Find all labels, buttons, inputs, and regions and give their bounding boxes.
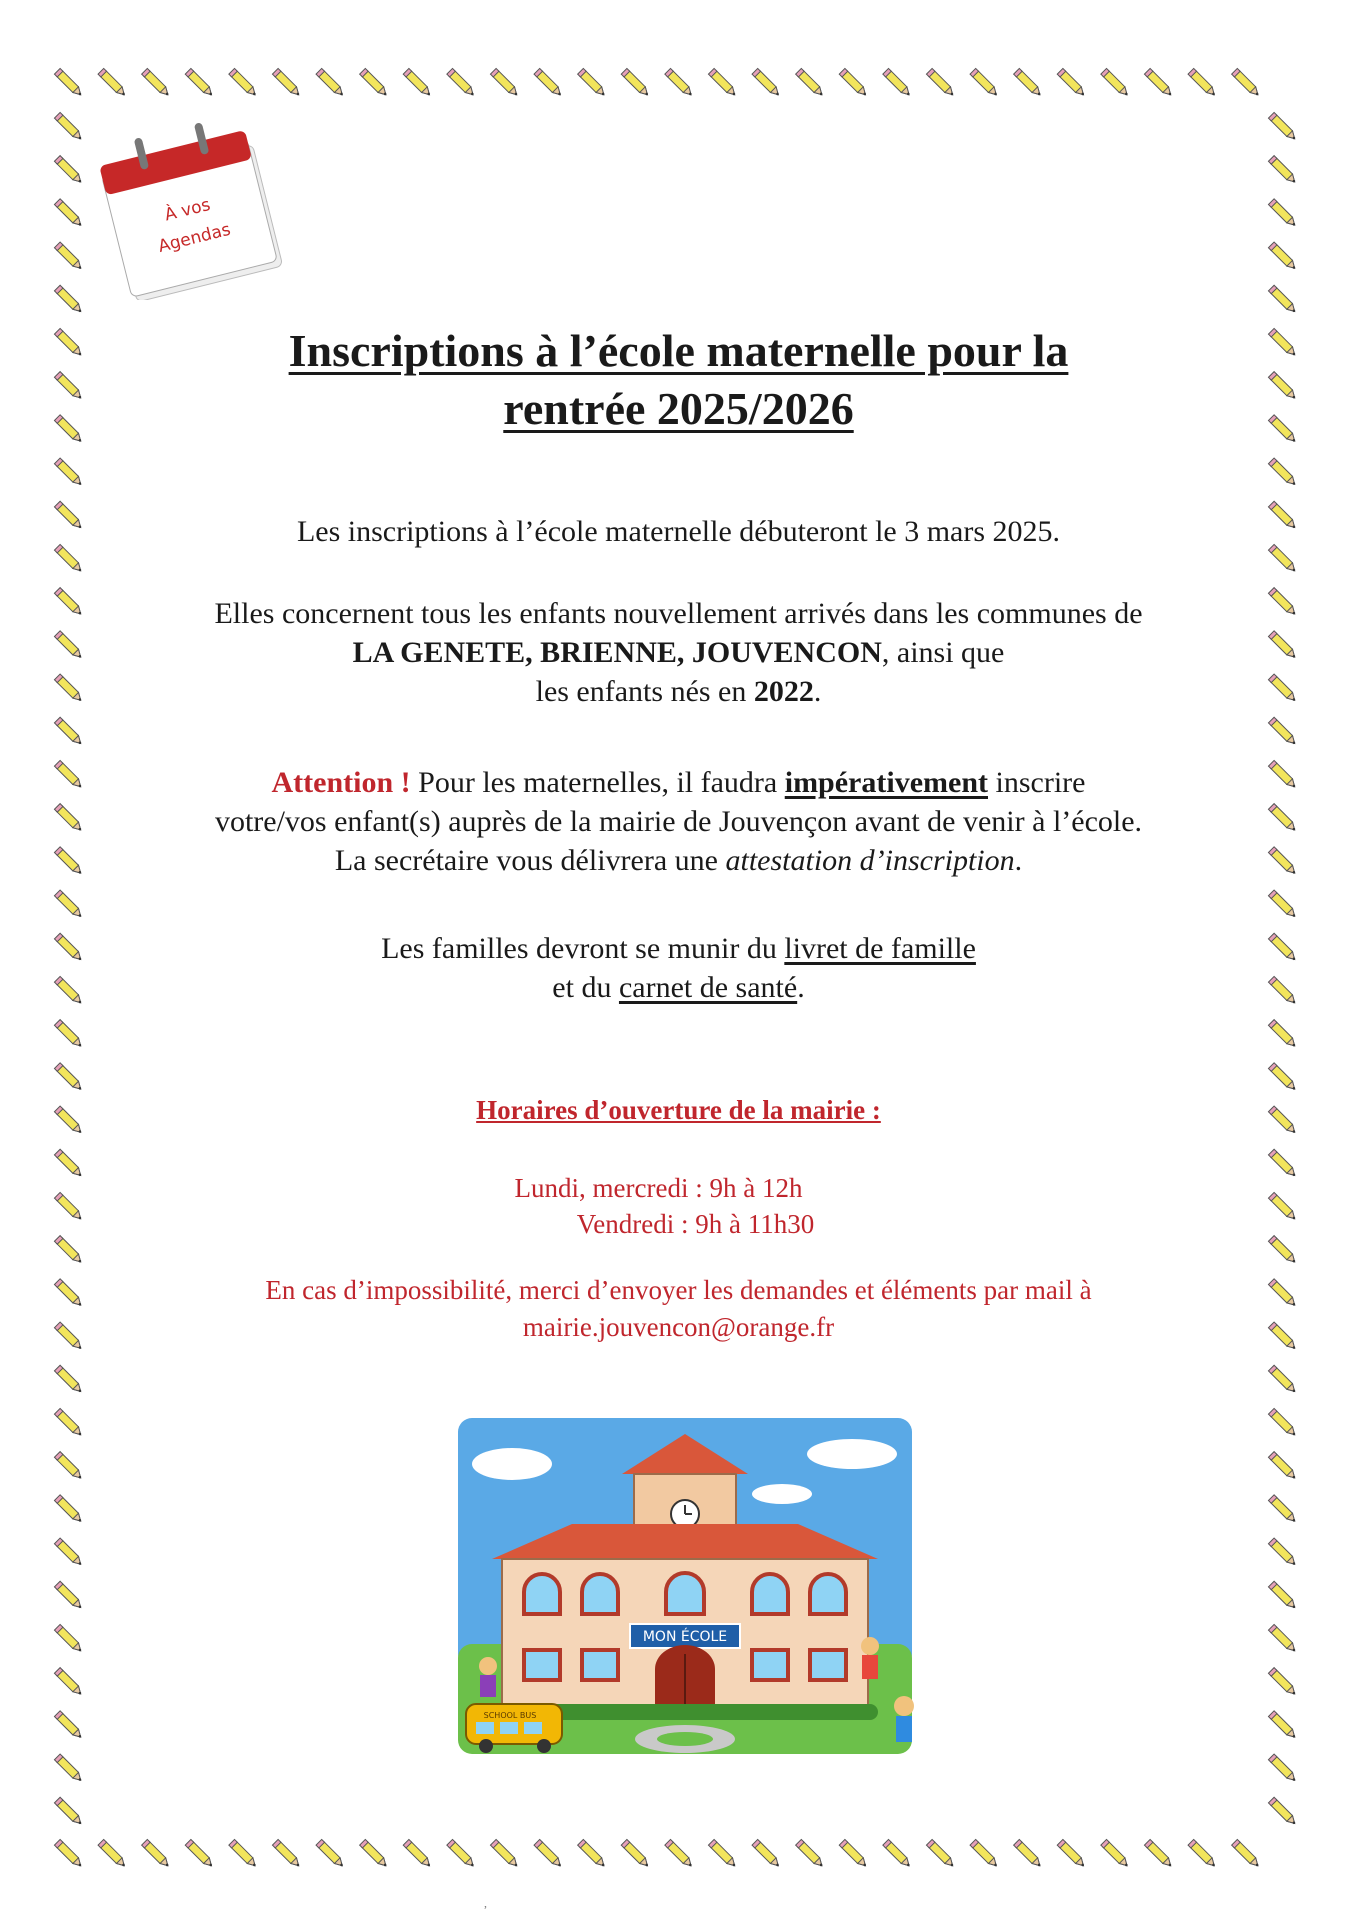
pencil-icon — [54, 1581, 83, 1610]
pencil-icon — [54, 1279, 83, 1308]
hours-list — [0, 1170, 1357, 1242]
pencil-icon — [272, 1839, 301, 1868]
attention-line3-em: attestation d’inscription — [725, 844, 1015, 877]
pencil-icon — [54, 1495, 83, 1524]
pencil-icon — [1268, 588, 1297, 617]
pencil-icon — [1014, 1839, 1043, 1868]
pencil-icon — [54, 199, 83, 228]
pencil-icon — [316, 1839, 345, 1868]
pencil-icon — [1268, 458, 1297, 487]
pencil-icon — [1057, 1839, 1086, 1868]
pencil-icon — [1268, 890, 1297, 919]
pencil-icon — [185, 1839, 214, 1868]
pencil-icon — [1268, 717, 1297, 746]
pencil-icon — [970, 1839, 999, 1868]
pencil-icon — [1268, 1797, 1297, 1826]
pencil-icon — [229, 1839, 258, 1868]
pencil-icon — [1268, 1106, 1297, 1135]
communes-list: LA GENETE, BRIENNE, JOUVENCON — [352, 636, 882, 669]
pencil-icon — [534, 1839, 563, 1868]
contact-paragraph — [110, 1272, 1247, 1346]
pencil-icon — [142, 1839, 171, 1868]
pencil-icon — [1268, 1538, 1297, 1567]
pencil-icon — [272, 68, 301, 97]
pencil-icon — [1232, 1839, 1261, 1868]
pencil-icon — [1268, 1063, 1297, 1092]
pencil-icon — [54, 760, 83, 789]
pencil-icon — [926, 68, 955, 97]
pencil-icon — [796, 68, 825, 97]
pencil-icon — [1101, 68, 1130, 97]
documents-line2-suffix: . — [797, 971, 805, 1004]
pencil-icon — [54, 1538, 83, 1567]
pencil-icon — [54, 1624, 83, 1653]
pencil-icon — [1268, 1754, 1297, 1783]
pencil-icon — [54, 1322, 83, 1351]
pencil-icon — [447, 68, 476, 97]
intro-text: Les inscriptions à l’école maternelle débuteront le 3 mars 2025. — [296, 515, 1061, 548]
badge-line1: À vos — [162, 194, 213, 226]
pencil-icon — [883, 1839, 912, 1868]
attention-label: Attention ! — [271, 766, 411, 799]
pencil-icon — [621, 68, 650, 97]
pencil-icon — [229, 68, 258, 97]
pencil-icon — [54, 976, 83, 1005]
pencil-icon — [1268, 112, 1297, 141]
pencil-icon — [1144, 68, 1173, 97]
attention-strong: impérativement — [784, 766, 988, 799]
pencil-icon — [1268, 1452, 1297, 1481]
pencil-icon — [185, 68, 214, 97]
pencil-icon — [54, 1754, 83, 1783]
pencil-icon — [54, 847, 83, 876]
pencil-icon — [54, 458, 83, 487]
hours-line1: Lundi, mercredi : 9h à 12h — [514, 1173, 803, 1203]
pencil-icon — [1232, 68, 1261, 97]
title-line2: rentrée 2025/2026 — [503, 383, 854, 434]
pencil-icon — [54, 112, 83, 141]
pencil-icon — [54, 544, 83, 573]
pencil-icon — [1188, 68, 1217, 97]
pencil-icon — [54, 1020, 83, 1049]
pencil-icon — [54, 1668, 83, 1697]
pencil-icon — [54, 285, 83, 314]
pencil-icon — [403, 1839, 432, 1868]
pencil-icon — [1268, 372, 1297, 401]
pencil-icon — [54, 1711, 83, 1740]
pencil-icon — [621, 1839, 650, 1868]
pencil-icon — [839, 1839, 868, 1868]
pencil-icon — [752, 1839, 781, 1868]
badge-line2: Agendas — [156, 219, 233, 257]
pencil-icon — [54, 1063, 83, 1092]
pencil-icon — [98, 68, 127, 97]
pencil-icon — [1268, 1279, 1297, 1308]
pencil-icon — [1268, 544, 1297, 573]
born-suffix: . — [813, 675, 822, 708]
pencil-icon — [316, 68, 345, 97]
pencil-icon — [54, 631, 83, 660]
contact-email: mairie.jouvencon@orange.fr — [522, 1312, 835, 1342]
pencil-icon — [1188, 1839, 1217, 1868]
pencil-icon — [54, 1106, 83, 1135]
hours-title: Horaires d’ouverture de la mairie : — [476, 1095, 881, 1125]
pencil-icon — [54, 1797, 83, 1826]
pencil-icon — [142, 68, 171, 97]
pencil-icon — [1268, 847, 1297, 876]
pencil-icon — [490, 1839, 519, 1868]
attention-line2: votre/vos enfant(s) auprès de la mairie de Jouvençon avant de venir à l’école. — [214, 805, 1143, 838]
pencil-icon — [360, 1839, 389, 1868]
pencil-icon — [1268, 199, 1297, 228]
attention-line3-prefix: La secrétaire vous délivrera une — [334, 844, 726, 877]
documents-prefix: Les familles devront se munir du — [381, 932, 785, 965]
pencil-icon — [54, 1365, 83, 1394]
pencil-icon — [1268, 1624, 1297, 1653]
school-illustration — [452, 1414, 918, 1758]
pencil-icon — [54, 415, 83, 444]
pencil-icon — [578, 68, 607, 97]
pencil-icon — [708, 1839, 737, 1868]
pencil-icon — [1268, 1668, 1297, 1697]
born-year: 2022 — [753, 675, 814, 708]
pencil-icon — [534, 68, 563, 97]
pencil-icon — [1268, 1408, 1297, 1437]
pencil-icon — [926, 1839, 955, 1868]
pencil-icon — [1101, 1839, 1130, 1868]
pencil-icon — [578, 1839, 607, 1868]
documents-line2-prefix: et du — [552, 971, 619, 1004]
pencil-icon — [54, 328, 83, 357]
pencil-icon — [1268, 501, 1297, 530]
born-prefix: les enfants nés en — [535, 675, 754, 708]
document-carnet: carnet de santé — [618, 971, 798, 1004]
pencil-icon — [1268, 631, 1297, 660]
pencil-icon — [54, 501, 83, 530]
pencil-icon — [1014, 68, 1043, 97]
scan-mark: , — [484, 1896, 487, 1910]
concern-paragraph — [110, 594, 1247, 711]
pencil-icon — [1268, 1495, 1297, 1524]
bus-label: SCHOOL BUS — [483, 1711, 537, 1720]
documents-paragraph — [110, 929, 1247, 1007]
pencil-icon — [1268, 328, 1297, 357]
pencil-icon — [1268, 1322, 1297, 1351]
pencil-icon — [752, 68, 781, 97]
hours-line2: Vendredi : 9h à 11h30 — [576, 1209, 815, 1239]
pencil-icon — [54, 890, 83, 919]
pencil-icon — [54, 156, 83, 185]
pencil-icon — [490, 68, 519, 97]
pencil-icon — [1268, 674, 1297, 703]
page-title — [110, 322, 1247, 438]
pencil-icon — [1268, 1020, 1297, 1049]
attention-line3-suffix: . — [1014, 844, 1023, 877]
pencil-icon — [883, 68, 912, 97]
pencil-icon — [796, 1839, 825, 1868]
pencil-icon — [1268, 1581, 1297, 1610]
pencil-icon — [54, 717, 83, 746]
pencil-icon — [1268, 760, 1297, 789]
pencil-icon — [447, 1839, 476, 1868]
pencil-icon — [1268, 415, 1297, 444]
document-livret: livret de famille — [784, 932, 976, 965]
pencil-icon — [665, 1839, 694, 1868]
attention-text2: inscrire — [988, 766, 1086, 799]
pencil-icon — [54, 933, 83, 962]
pencil-icon — [54, 1452, 83, 1481]
pencil-icon — [54, 242, 83, 271]
contact-line1: En cas d’impossibilité, merci d’envoyer les demandes et éléments par mail à — [265, 1275, 1092, 1305]
pencil-icon — [403, 68, 432, 97]
pencil-icon — [839, 68, 868, 97]
pencil-icon — [54, 674, 83, 703]
pencil-icon — [1268, 976, 1297, 1005]
pencil-icon — [54, 1839, 83, 1868]
pencil-icon — [1268, 1365, 1297, 1394]
pencil-icon — [1268, 804, 1297, 833]
pencil-icon — [98, 1839, 127, 1868]
pencil-icon — [1057, 68, 1086, 97]
pencil-icon — [1268, 1711, 1297, 1740]
pencil-icon — [54, 1408, 83, 1437]
concern-line1: Elles concernent tous les enfants nouvellement arrivés dans les communes de — [214, 597, 1143, 630]
attention-paragraph — [110, 763, 1247, 880]
pencil-icon — [54, 588, 83, 617]
pencil-icon — [970, 68, 999, 97]
pencil-icon — [54, 68, 83, 97]
agenda-calendar-icon — [92, 100, 282, 300]
pencil-icon — [665, 68, 694, 97]
pencil-icon — [360, 68, 389, 97]
pencil-icon — [54, 804, 83, 833]
pencil-icon — [1268, 242, 1297, 271]
pencil-icon — [54, 372, 83, 401]
school-sign: MON ÉCOLE — [642, 1629, 728, 1645]
pencil-icon — [708, 68, 737, 97]
pencil-icon — [1144, 1839, 1173, 1868]
pencil-icon — [1268, 285, 1297, 314]
pencil-icon — [1268, 933, 1297, 962]
pencil-icon — [1268, 156, 1297, 185]
attention-text1: Pour les maternelles, il faudra — [410, 766, 785, 799]
concern-ainsi: , ainsi que — [881, 636, 1005, 669]
title-line1: Inscriptions à l’école maternelle pour la — [288, 325, 1069, 376]
